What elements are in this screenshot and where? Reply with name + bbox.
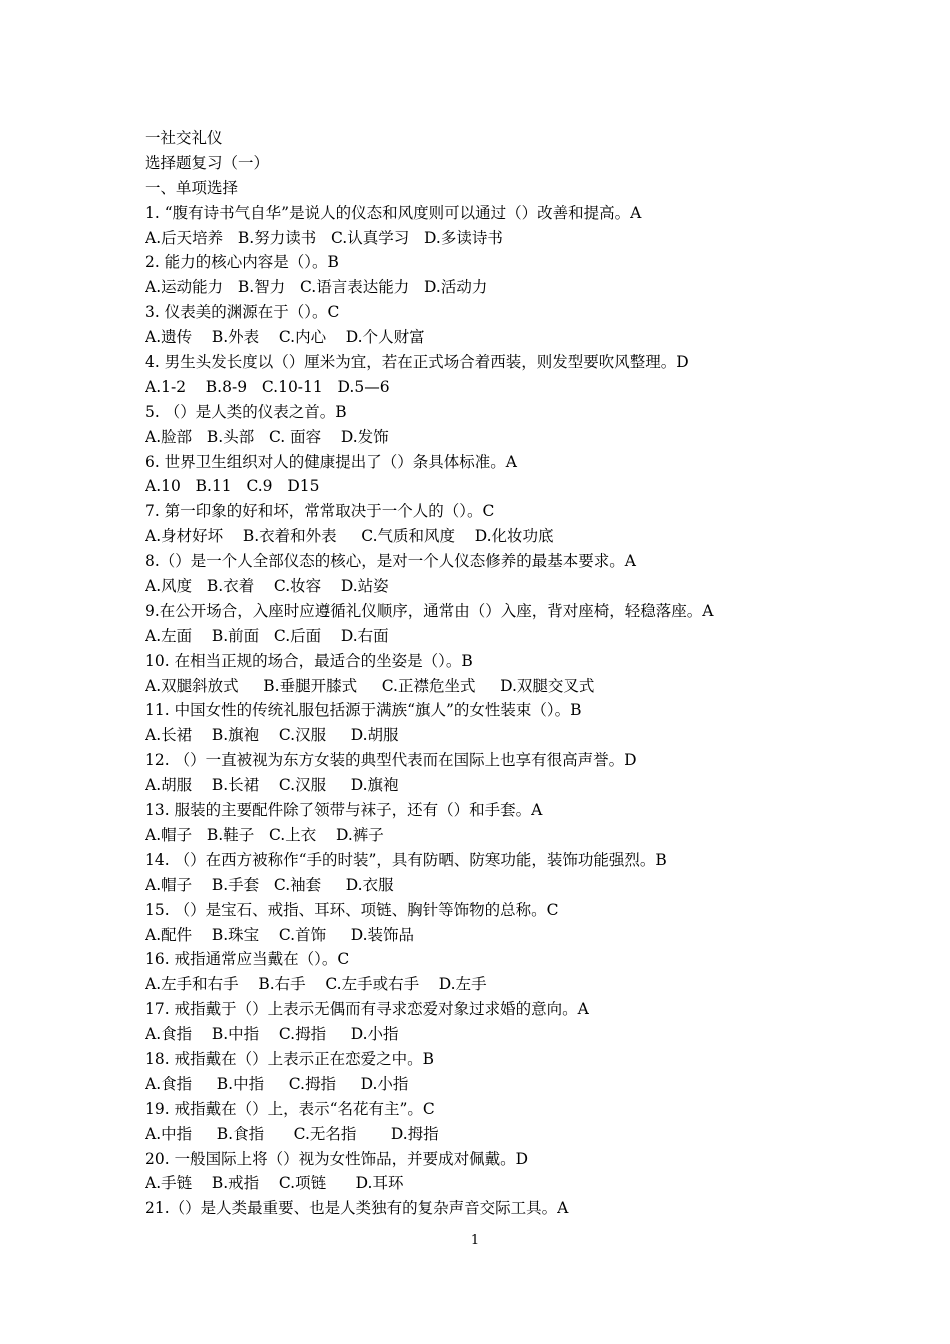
page-number: 1 (470, 1233, 480, 1248)
answer-options: A.配件 B.珠宝 C.首饰 D.装饰品 (145, 925, 415, 944)
question-text: 1. “腹有诗书气自华”是说人的仪态和风度则可以通过（）改善和提高。A (145, 203, 642, 222)
answer-options: A.运动能力 B.智力 C.语言表达能力 D.活动力 (145, 278, 488, 297)
answer-options: A.10 B.11 C.9 D15 (145, 477, 320, 496)
document-body (145, 126, 865, 1221)
answer-options: A.中指 B.食指 C.无名指 D.拇指 (145, 1124, 439, 1143)
question-text: 12. （）一直被视为东方女装的典型代表而在国际上也享有很高声誉。D (145, 751, 637, 770)
question-text: 10. 在相当正规的场合，最适合的坐姿是（）。B (145, 651, 473, 670)
answer-options: A.食指 B.中指 C.拇指 D.小指 (145, 1025, 399, 1044)
document-subtitle: 选择题复习（一） (145, 153, 270, 172)
answer-options: A.脸部 B.头部 C. 面容 D.发饰 (145, 427, 389, 446)
answer-options: A.长裙 B.旗袍 C.汉服 D.胡服 (145, 726, 399, 745)
answer-options: A.左面 B.前面 C.后面 D.右面 (145, 626, 389, 645)
answer-options: A.1-2 B.8-9 C.10-11 D.5—6 (145, 377, 390, 396)
answer-options: A.胡服 B.长裙 C.汉服 D.旗袍 (145, 776, 399, 795)
question-text: 6. 世界卫生组织对人的健康提出了（）条具体标准。A (145, 452, 517, 471)
question-text: 4. 男生头发长度以（）厘米为宜，若在正式场合着西装，则发型要吹风整理。D (145, 353, 689, 372)
question-list (145, 201, 865, 1222)
answer-options: A.后天培养 B.努力读书 C.认真学习 D.多读诗书 (145, 228, 503, 247)
answer-options: A.帽子 B.鞋子 C.上衣 D.裤子 (145, 825, 384, 844)
section-heading: 一、单项选择 (145, 178, 239, 197)
question-text: 16. 戒指通常应当戴在（）。C (145, 950, 350, 969)
answer-options: A.左手和右手 B.右手 C.左手或右手 D.左手 (145, 975, 487, 994)
document-title: 一社交礼仪 (145, 129, 223, 147)
question-text: 20. 一般国际上将（）视为女性饰品，并要成对佩戴。D (145, 1149, 529, 1168)
answer-options: A.帽子 B.手套 C.袖套 D.衣服 (145, 875, 394, 894)
question-text: 3. 仪表美的渊源在于（）。C (145, 303, 340, 322)
question-text: 17. 戒指戴于（）上表示无偶而有寻求恋爱对象过求婚的意向。A (145, 1000, 589, 1019)
question-text: 9.在公开场合，入座时应遵循礼仪顺序，通常由（）入座，背对座椅，轻稳落座。A (145, 601, 714, 620)
question-text: 8.（）是一个人全部仪态的核心，是对一个人仪态修养的最基本要求。A (145, 552, 636, 571)
answer-options: A.身材好坏 B.衣着和外表 C.气质和风度 D.化妆功底 (145, 527, 554, 546)
answer-options: A.手链 B.戒指 C.项链 D.耳环 (145, 1174, 404, 1193)
answer-options: A.双腿斜放式 B.垂腿开膝式 C.正襟危坐式 D.双腿交叉式 (145, 676, 595, 695)
question-text: 19. 戒指戴在（）上，表示“名花有主”。C (145, 1099, 435, 1118)
answer-options: A.风度 B.衣着 C.妆容 D.站姿 (145, 577, 389, 596)
answer-options: A.遗传 B.外表 C.内心 D.个人财富 (145, 328, 425, 347)
answer-options: A.食指 B.中指 C.拇指 D.小指 (145, 1074, 409, 1093)
question-text: 13. 服装的主要配件除了领带与袜子，还有（）和手套。A (145, 801, 543, 820)
question-text: 7. 第一印象的好和坏，常常取决于一个人的（）。C (145, 502, 495, 521)
question-text: 15. （）是宝石、戒指、耳环、项链、胸针等饰物的总称。C (145, 900, 559, 919)
question-text: 11. 中国女性的传统礼服包括源于满族“旗人”的女性装束（）。B (145, 701, 582, 720)
question-text: 18. 戒指戴在（）上表示正在恋爱之中。B (145, 1049, 434, 1068)
question-text: 14. （）在西方被称作“手的时装”，具有防晒、防寒功能，装饰功能强烈。B (145, 850, 667, 869)
question-text: 2. 能力的核心内容是（）。B (145, 253, 339, 272)
question-text: 21.（）是人类最重要、也是人类独有的复杂声音交际工具。A (145, 1199, 569, 1218)
question-text: 5. （）是人类的仪表之首。B (145, 402, 347, 421)
